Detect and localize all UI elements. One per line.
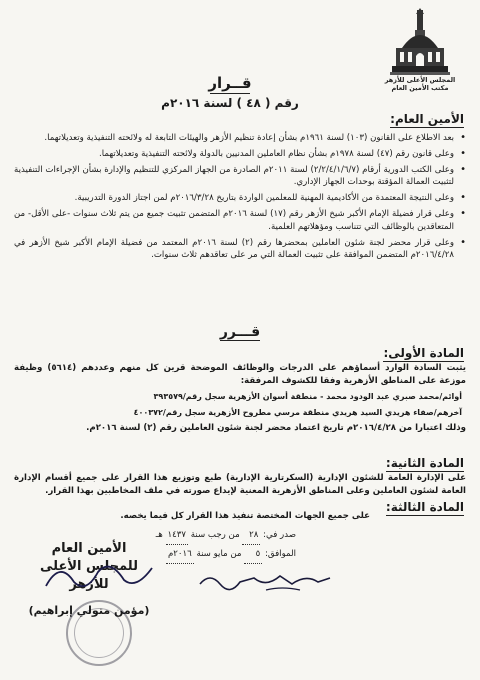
preamble-item: • وعلى قانون رقم (٤٧) لسنة ١٩٧٨م بشأن نظام العاملين المدنيين بالدولة ولائحته التنفيذية وتعديلاتهما. [14, 148, 466, 161]
gregorian-year: ٢٠١٦م [166, 545, 194, 564]
preamble-item: • بعد الاطلاع على القانون (١٠٣) لسنة ١٩٦١م بشأن إعادة تنظيم الأزهر والهيئات التابعة له ولائحته التنفيذية وتعديلاتهما. [14, 132, 466, 145]
issue-date-block [155, 526, 296, 564]
signature-scribble [40, 556, 160, 596]
gregorian-day: ٥ [244, 545, 262, 564]
hijri-month: من رجب [207, 530, 240, 540]
gregorian-month: من مايو [213, 549, 242, 559]
hijri-suffix: هـ [155, 530, 163, 540]
article1-heading-text: المادة الأولى: [383, 346, 464, 360]
signatory-title: الأمين العام [51, 541, 127, 556]
article3-heading-text: المادة الثالثة: [385, 500, 464, 514]
hijri-date-row [155, 526, 296, 545]
gregorian-date-row [167, 545, 296, 564]
decision-title-underline [220, 340, 260, 341]
title-underline [210, 93, 250, 94]
document-title [170, 74, 290, 94]
preamble-item: • وعلى الكتب الدورية أرقام (٢/٢/٤/١/٦/٧) لسنة ٢٠١١م الصادرة من الجهاز المركزي للتنظيم والإدارة بشأن الإجراءات التنفيذية لتثبيت العمالة المؤقتة بوحدات الجهاز الإداري. [14, 164, 466, 190]
official-seal [66, 600, 132, 666]
document-title-text: قــرار [208, 74, 252, 92]
issued-label: صدر في: [263, 530, 296, 540]
article1-last-entry: آخرهم/صفاء هريدي السيد هريدي منطقة مرسي مطروح الأزهرية سجل رقم/٤٠٠٣٧٢ [133, 408, 462, 417]
logo-line-office: مكتب الأمين العام [391, 84, 449, 92]
heading-underline [390, 127, 464, 128]
preamble-item: • وعلى قرار فضيلة الإمام الأكبر شيخ الأزهر رقم (١٧) لسنة ٢٠١٦م المتضمن تثبيت جميع من يتم ثلاث سنوات -على الأقل- من المتعاقدين بالوظائف التي تتناسب ومؤهلاتهم العلمية. [14, 208, 466, 234]
signatory-name: (مؤمن متولي إبراهيم) [28, 604, 150, 617]
decision-title [190, 324, 290, 341]
mosque-icon [390, 8, 450, 76]
article1-heading [383, 346, 464, 362]
decree-number: رقم ( ٤٨ ) لسنة ٢٠١٦م [161, 96, 299, 110]
preamble-list [14, 132, 466, 265]
azhar-logo [370, 8, 470, 100]
logo-line-council: المجلس الأعلى للأزهر [384, 76, 456, 84]
handwritten-initials [196, 566, 336, 596]
article2-heading [386, 456, 464, 472]
preamble-item: • وعلى النتيجة المعتمدة من الأكاديمية المهنية للمعلمين الواردة بتاريخ ٢٠١٦/٣/٢٨م لمن اجتاز الدورة التدريبية. [14, 192, 466, 205]
article3-heading-underline [386, 515, 464, 516]
preamble-item: • وعلى قرار محضر لجنة شئون العاملين بمحضرها رقم (٢) لسنة ٢٠١٦م المعتمد من فضيلة الإمام الأكبر شيخ الأزهر في ٢٠١٦/٤/٢٨م المتضمن الموافقة على تثبيت العمالة التي مر على تعاقدهم ثلاث سنوات. [14, 237, 466, 263]
corresponding-label: الموافق: [265, 549, 296, 559]
article1-first-entry: أوائم/محمد صبري عبد الودود محمد - منطقة أسوان الأزهرية سجل رقم/٣٩٣٥٧٩ [153, 392, 462, 401]
article2-text: على الإدارة العامة للشئون الإدارية (السكرتارية الإدارية) طبع وتوزيع هذا القرار على جميع أقسام الإدارة العامة لشئون العاملين وعلى المناطق الأزهرية المعنية لإيداع صورته في ملف المخاطبين بهذا القرار. [14, 473, 466, 496]
hijri-year-label: سنة [190, 530, 206, 540]
article2-heading-text: المادة الثانية: [385, 456, 464, 470]
article1-closing: وذلك اعتبارا من ٢٠١٦/٤/٢٨م تاريخ اعتماد محضر لجنة شئون العاملين رقم (٢) لسنة ٢٠١٦م. [86, 423, 466, 433]
hijri-day: ٢٨ [242, 526, 260, 545]
heading-secretary-general-text: الأمين العام: [390, 112, 464, 126]
hijri-year: ١٤٣٧ [166, 526, 188, 545]
article3-text: على جميع الجهات المختصة تنفيذ هذا القرار كل فيما يخصه. [120, 511, 370, 521]
gregorian-year-label: سنة [196, 549, 211, 559]
article3-heading [386, 500, 464, 516]
signatory-council: للمجلس الأعلى للأزهر [40, 559, 138, 592]
decision-title-text: قـــرر [219, 324, 261, 340]
heading-secretary-general [390, 112, 464, 128]
article1-text: يثبت السادة الوارد أسماؤهم على الدرجات والوظائف الموضحة قرين كل منهم وعددهم (٥٦١٤) وظيفة موزعة على المناطق الأزهرية وفقا للكشوف المرفقة: [14, 363, 466, 386]
